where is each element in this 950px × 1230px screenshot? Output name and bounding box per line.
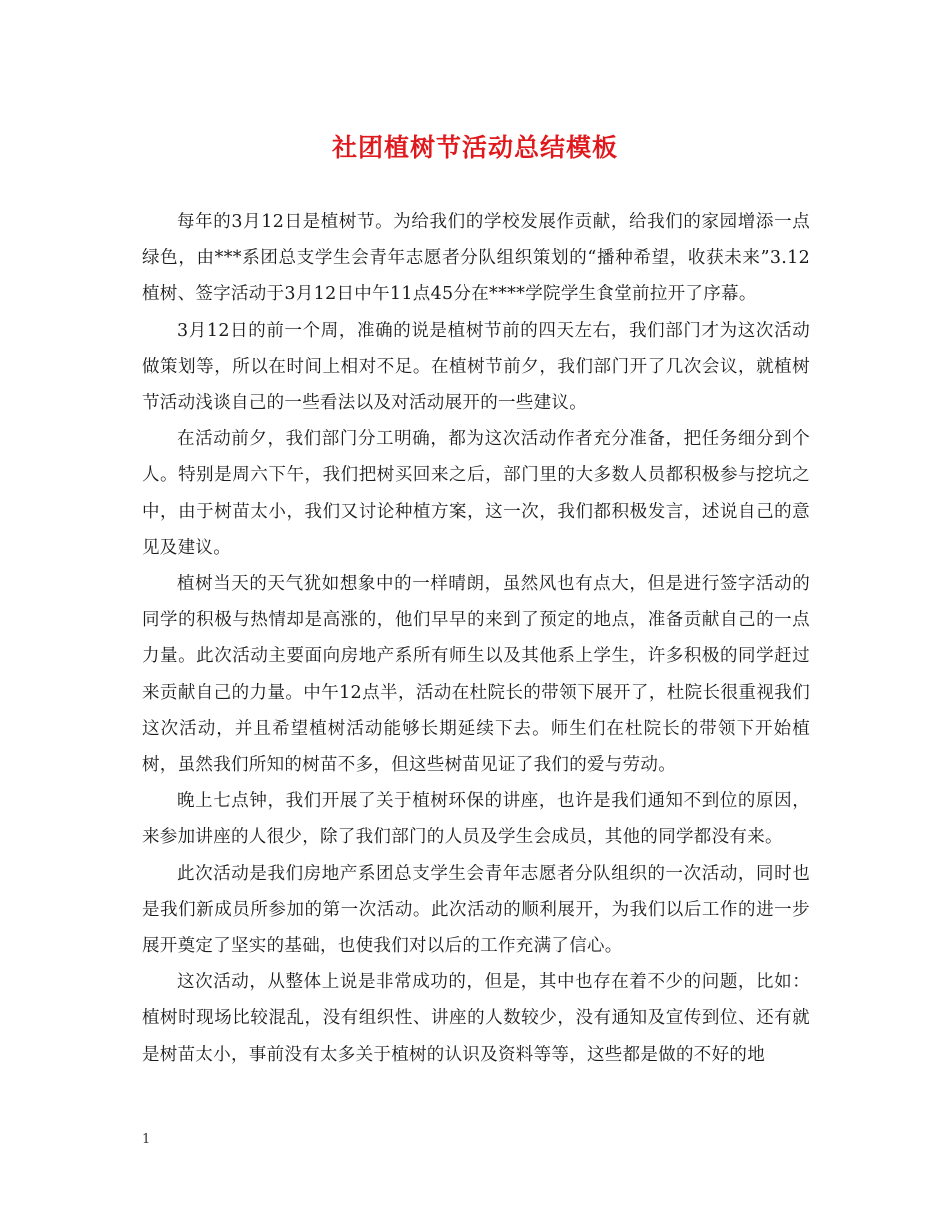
paragraph: 每年的3月12日是植树节。为给我们的学校发展作贡献，给我们的家园增添一点绿色，由***系团总支学生会青年志愿者分队组织策划的“播种希望，收获未来”3.12植树、签字活动于3月12日中午11点45分在****学院学生食堂前拉开了序幕。: [142, 212, 810, 305]
document-title: 社团植树节活动总结模板: [331, 133, 618, 162]
paragraph: 晚上七点钟，我们开展了关于植树环保的讲座，也许是我们通知不到位的原因，来参加讲座的人很少，除了我们部门的人员及学生会成员，其他的同学都没有来。: [142, 791, 810, 848]
paragraph: 3月12日的前一个周，准确的说是植树节前的四天左右，我们部门才为这次活动做策划等，所以在时间上相对不足。在植树节前夕，我们部门开了几次会议，就植树节活动浅谈自己的一些看法以及对活动展开的一些建议。: [142, 320, 810, 414]
paragraph: 这次活动，从整体上说是非常成功的，但是，其中也存在着不少的问题，比如：植树时现场比较混乱，没有组织性、讲座的人数较少，没有通知及宣传到位、还有就是树苗太小，事前没有太多关于植树的认识及资料等等，这些都是做的不好的地: [142, 972, 810, 1065]
document-body: [142, 204, 810, 1073]
paragraph: 在活动前夕，我们部门分工明确，都为这次活动作者充分准备，把任务细分到个人。特别是周六下午，我们把树买回来之后，部门里的大多数人员都积极参与挖坑之中，由于树苗太小，我们又讨论种植方案，这一次，我们都积极发言，述说自己的意见及建议。: [142, 429, 810, 558]
paragraph: 此次活动是我们房地产系团总支学生会青年志愿者分队组织的一次活动，同时也是我们新成员所参加的第一次活动。此次活动的顺利展开，为我们以后工作的进一步展开奠定了坚实的基础，也使我们对以后的工作充满了信心。: [142, 863, 810, 957]
paragraph: 植树当天的天气犹如想象中的一样晴朗，虽然风也有点大，但是进行签字活动的同学的积极与热情却是高涨的，他们早早的来到了预定的地点，准备贡献自己的一点力量。此次活动主要面向房地产系所有师生以及其他系上学生，许多积极的同学赶过来贡献自己的力量。中午12点半，活动在杜院长的带领下展开了，杜院长很重视我们这次活动，并且希望植树活动能够长期延续下去。师生们在杜院长的带领下开始植树，虽然我们所知的树苗不多，但这些树苗见证了我们的爱与劳动。: [142, 574, 810, 776]
page-number: 1: [142, 1132, 151, 1147]
